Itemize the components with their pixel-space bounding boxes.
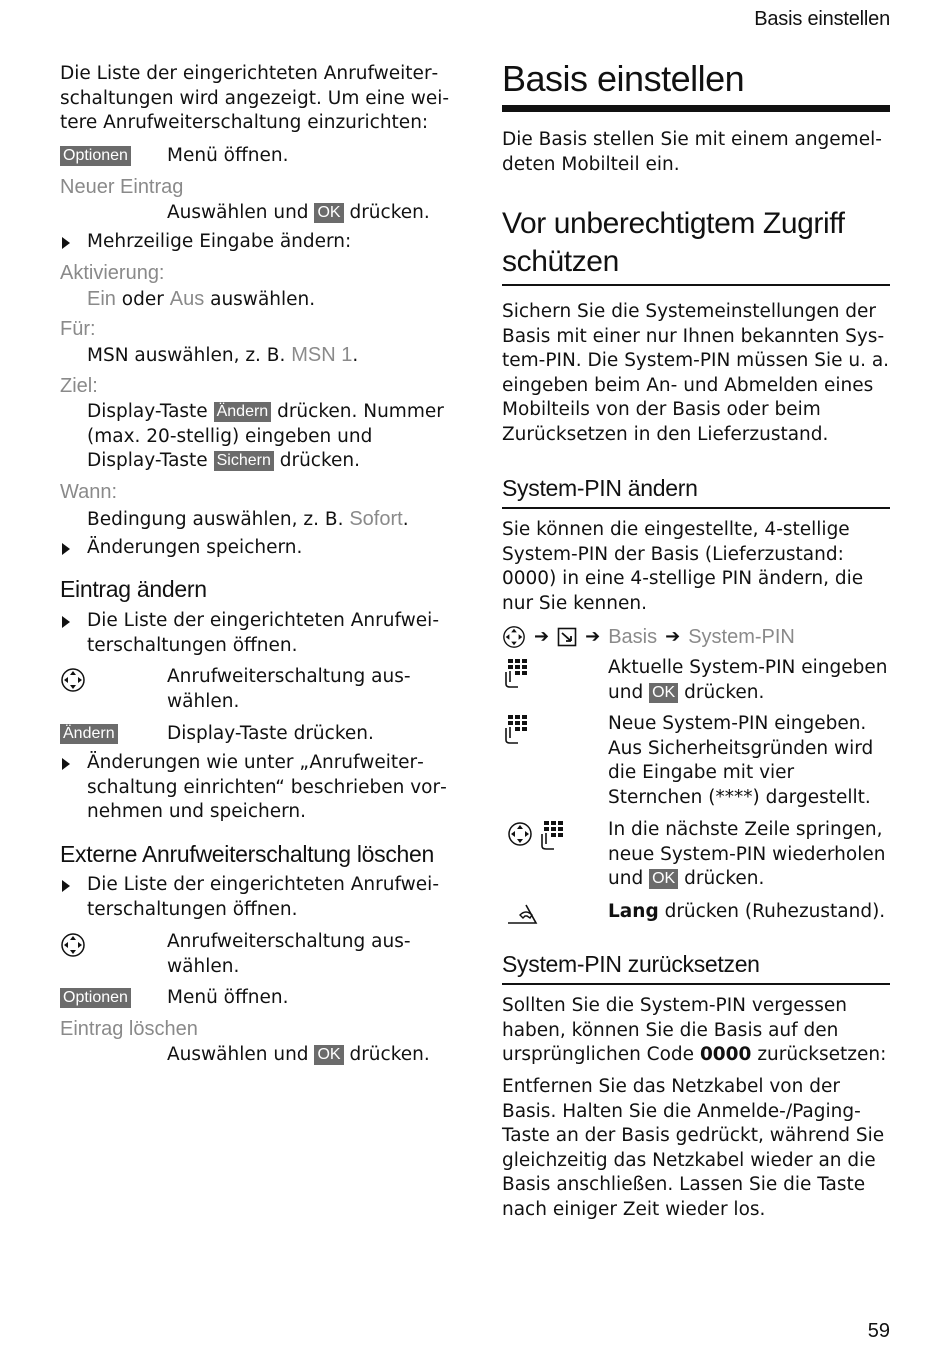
text: drücken. (279, 450, 361, 471)
section-title: Basis einstellen (502, 58, 745, 99)
bullet-triangle-icon (62, 758, 70, 770)
text: zurücksetzen: (757, 1044, 887, 1065)
bullet-text: Die Liste der eingerichteten Anrufweiterschaltungen öffnen. (87, 610, 439, 656)
bullet-text: Änderungen speichern. (87, 537, 303, 558)
bullet-text: Die Liste der eingerichteten Anrufweiterschaltungen öffnen. (87, 874, 439, 920)
bullet-text: Mehrzeilige Eingabe ändern: (87, 231, 352, 252)
heading-rule (502, 983, 890, 985)
page-number: 59 (867, 1320, 890, 1342)
step-text: Anrufweiterschaltung auswählen. (167, 931, 411, 977)
text: . (352, 345, 359, 366)
field-desc-fuer (87, 343, 452, 369)
bullet-triangle-icon (62, 543, 70, 555)
option-ein: Ein (87, 288, 116, 310)
step-text: drücken. (349, 202, 430, 223)
end-call-key-icon (506, 903, 538, 925)
bullet-text: Änderungen wie unter „Anrufweiterschaltung einrichten“ beschrieben vornehmen und speichern. (87, 752, 447, 822)
field-desc-aktivierung (87, 287, 452, 313)
option-sofort: Sofort (349, 508, 403, 530)
option-msn1: MSN 1 (291, 344, 353, 366)
text: Sollten Sie die System-PIN vergessen haben, können Sie die Basis auf den ursprünglichen Code (502, 995, 847, 1065)
heading-eintrag-aendern: Eintrag ändern (60, 576, 207, 602)
step-text: Menü öffnen. (167, 145, 289, 166)
field-desc-ziel (87, 400, 452, 474)
field-desc-wann (87, 507, 452, 533)
control-key-icon (502, 625, 526, 649)
display-key-optionen: Optionen (60, 988, 131, 1008)
schutz-text: Sichern Sie die Systemeinstellungen der Basis mit einer nur Ihnen bekannten System-PIN. Die System-PIN müssen Sie u. a. eingeben beim An- und Abmelden eines Mobilteils von der Basis oder beim Zurücksetzen in den Lieferzustand. (502, 301, 890, 445)
arrow-right-icon: ➔ (534, 626, 550, 647)
menu-entry-eintrag-loeschen: Eintrag löschen (60, 1018, 198, 1040)
section-intro: Die Basis stellen Sie mit einem angemeldeten Mobilteil ein. (502, 129, 882, 175)
heading-rule (502, 507, 890, 509)
step-text: drücken. (684, 868, 765, 889)
field-label-wann: Wann: (60, 481, 118, 503)
heading-rule (502, 284, 890, 286)
option-aus: Aus (169, 288, 205, 310)
control-key-icon (60, 667, 86, 701)
ok-key: OK (314, 203, 343, 223)
ok-key: OK (314, 1045, 343, 1065)
reset-text-1 (502, 994, 890, 1068)
text: . (402, 509, 409, 530)
step-text: Aktuelle System-PIN eingeben und (608, 657, 888, 703)
bullet-triangle-icon (62, 616, 70, 628)
heading-pin-zuruecksetzen: System-PIN zurücksetzen (502, 951, 760, 977)
display-key-aendern: Ändern (214, 402, 272, 422)
keypad-icon (540, 820, 568, 850)
title-rule (502, 105, 890, 112)
arrow-right-icon: ➔ (585, 626, 601, 647)
field-label-ziel: Ziel: (60, 375, 98, 397)
display-key-aendern: Ändern (60, 724, 118, 744)
text: drücken. Nummer (max. 20-stellig) eingeben und Display-Taste (87, 401, 444, 471)
ok-key: OK (649, 683, 678, 703)
text: auswählen. (210, 289, 316, 310)
pin-text: Sie können die eingestellte, 4-stellige System-PIN der Basis (Lieferzustand: 0000) in eine 4-stellige PIN ändern, die nur Sie kennen. (502, 519, 864, 614)
default-code: 0000 (699, 1044, 752, 1065)
heading-externe-loeschen: Externe Anrufweiterschaltung löschen (60, 841, 435, 867)
field-label-fuer: Für: (60, 318, 96, 340)
step-text: Display-Taste drücken. (167, 723, 374, 744)
field-label-aktivierung: Aktivierung: (60, 262, 165, 284)
step-text: Anrufweiterschaltung auswählen. (167, 666, 411, 712)
text: oder (121, 289, 164, 310)
intro-text: Die Liste der eingerichteten Anrufweiterschaltungen wird angezeigt. Um eine weitere Anrufweiterschaltung einzurichten: (60, 63, 450, 133)
key-name-lang: Lang (608, 901, 659, 922)
text: Display-Taste (87, 401, 208, 422)
step-text: In die nächste Zeile springen, neue System-PIN wiederholen und (608, 819, 886, 889)
heading-zugriff: Vor unberechtigtem Zugriff schützen (502, 207, 845, 278)
reset-text-2: Entfernen Sie das Netzkabel von der Basis. Halten Sie die Anmelde-/Paging-Taste an der Basis gedrückt, während Sie gleichzeitig das Netzkabel wieder an die Basis anschließen. Lassen Sie die Taste nach einiger Zeit wieder los. (502, 1076, 885, 1220)
control-key-icon (507, 821, 533, 847)
step-text: drücken. (349, 1044, 430, 1065)
menu-item-basis: Basis (608, 626, 658, 648)
running-header: Basis einstellen (754, 8, 890, 30)
menu-item-system-pin: System-PIN (688, 626, 795, 648)
bullet-triangle-icon (62, 237, 70, 249)
keypad-icon (504, 658, 532, 688)
step-text: Menü öffnen. (167, 987, 289, 1008)
display-key-optionen: Optionen (60, 146, 131, 166)
step-text: Auswählen und (167, 202, 309, 223)
text: Bedingung auswählen, z. B. (87, 509, 344, 530)
menu-path (502, 625, 795, 649)
display-key-sichern: Sichern (214, 451, 274, 471)
control-key-icon (60, 932, 86, 966)
step-text: Auswählen und (167, 1044, 309, 1065)
heading-pin-aendern: System-PIN ändern (502, 475, 698, 501)
ok-key: OK (649, 869, 678, 889)
step-text: Neue System-PIN eingeben. Aus Sicherheitsgründen wird die Eingabe mit vier Sternchen (****) dargestellt. (608, 713, 874, 808)
arrow-right-icon: ➔ (665, 626, 681, 647)
step-text: drücken. (684, 681, 765, 703)
text: MSN auswählen, z. B. (87, 345, 286, 366)
keypad-icon (504, 714, 532, 744)
step-text: drücken (Ruhezustand). (664, 901, 886, 922)
settings-menu-icon (557, 627, 577, 647)
bullet-triangle-icon (62, 880, 70, 892)
menu-entry-neuer-eintrag: Neuer Eintrag (60, 176, 184, 198)
